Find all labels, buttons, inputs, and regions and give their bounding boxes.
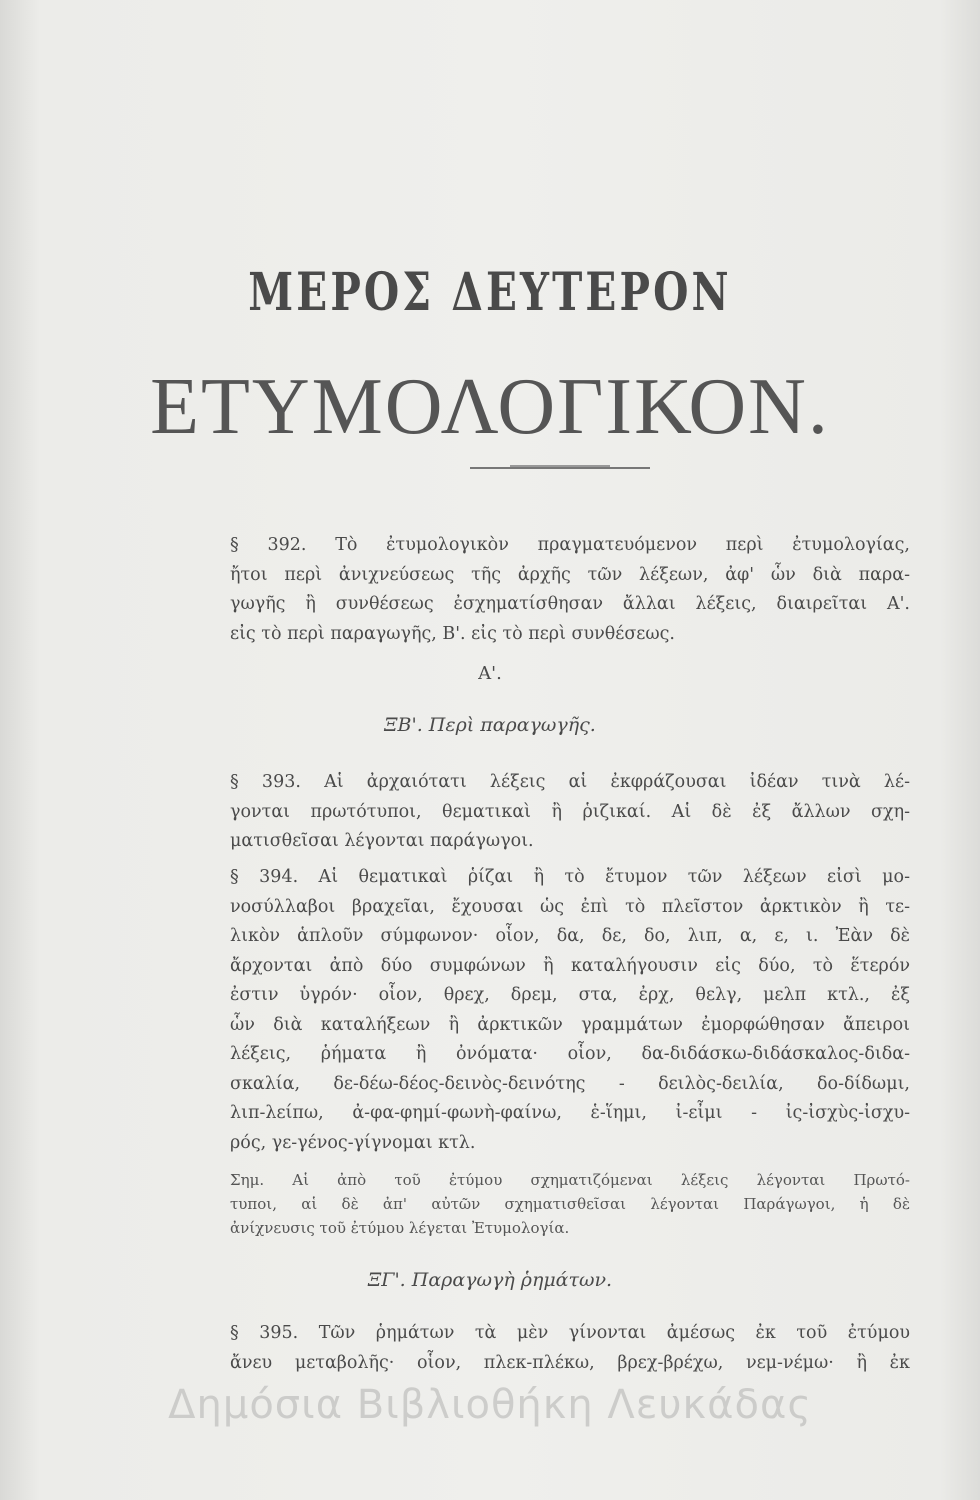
title-rule <box>470 467 650 469</box>
text-line: ἄρχονται ἀπὸ δύο συμφώνων ἢ καταλήγουσιν εἰς δύο, τὸ ἕτερόν <box>230 955 910 976</box>
text-line: λιπ-λείπω, ἀ-φα-φημί-φωνὴ-φαίνω, ἑ-ἵημι, ἰ-εἶμι - ἰς-ἰσχὺς-ἰσχυ- <box>230 1103 910 1123</box>
section-letter: Α'. <box>478 663 502 684</box>
text-line: § 392. Τὸ ἐτυμολογικὸν πραγματευόμενον περὶ ἐτυμολογίας, <box>230 535 910 555</box>
text-line: λικὸν ἁπλοῦν σύμφωνον· οἷον, δα, δε, δο, λιπ, α, ε, ι. Ἐὰν δὲ <box>230 926 910 946</box>
text-line: § 393. Αἱ ἀρχαιότατι λέξεις αἱ ἐκφράζουσαι ἰδέαν τινὰ λέ- <box>230 772 910 792</box>
heading-xg: ΞΓ'. Παραγωγὴ ῥημάτων. <box>367 1269 613 1291</box>
text-line: § 395. Τῶν ῥημάτων τὰ μὲν γίνονται ἀμέσως ἐκ τοῦ ἐτύμου <box>230 1323 910 1343</box>
text-line: ἀνίχνευσις τοῦ ἐτύμου λέγεται Ἐτυμολογία. <box>230 1219 570 1237</box>
text-line: ἄνευ μεταβολῆς· οἷον, πλεκ-πλέκω, βρεχ-βρέχω, νεμ-νέμω· ἢ ἐκ <box>230 1352 910 1373</box>
paragraph-394 <box>230 863 910 1158</box>
text-line: λέξεις, ῥήματα ἢ ὀνόματα· οἷον, δα-διδάσκω-διδάσκαλος-διδα- <box>230 1044 910 1064</box>
text-line: ἐστιν ὑγρόν· οἷον, θρεχ, δρεμ, στα, ἐρχ, θελγ, μελπ κτλ., ἐξ <box>230 985 910 1005</box>
paragraph-393 <box>230 768 910 857</box>
text-line: ὧν διὰ καταλήξεων ἢ ἀρκτικῶν γραμμάτων ἐμορφώθησαν ἄπειροι <box>230 1014 910 1035</box>
text-line: ματισθεῖσαι λέγονται παράγωγοι. <box>230 831 534 851</box>
note-block <box>230 1168 910 1240</box>
text-line: νοσύλλαβοι βραχεῖαι, ἔχουσαι ὡς ἐπὶ τὸ πλεῖστον ἀρκτικὸν ἢ τε- <box>230 896 910 917</box>
paragraph-392 <box>230 531 910 649</box>
text-line: τυποι, αἱ δὲ ἀπ' αὐτῶν σχηματισθεῖσαι λέγονται Παράγωγοι, ἡ δὲ <box>230 1195 910 1213</box>
text-line: γωγῆς ἢ συνθέσεως ἐσχηματίσθησαν ἄλλαι λέξεις, διαιρεῖται Α'. <box>230 594 910 614</box>
main-title: ΕΤΥΜΟΛΟΓΙΚΟΝ. <box>150 363 830 451</box>
text-line: γονται πρωτότυποι, θεματικαὶ ἢ ῥιζικαί. Αἱ δὲ ἐξ ἄλλων σχη- <box>230 801 910 822</box>
text-line: ἤτοι περὶ ἀνιχνεύσεως τῆς ἀρχῆς τῶν λέξεων, ἀφ' ὧν διὰ παρα- <box>230 564 910 585</box>
text-line: § 394. Αἱ θεματικαὶ ῥίζαι ἢ τὸ ἔτυμον τῶν λέξεων εἰσὶ μο- <box>230 867 910 887</box>
text-line: Σημ. Αἱ ἀπὸ τοῦ ἐτύμου σχηματιζόμεναι λέξεις λέγονται Πρωτό- <box>230 1171 910 1189</box>
part-title: ΜΕΡΟΣ ΔΕΥΤΕΡΟΝ <box>248 262 732 323</box>
paragraph-395 <box>230 1319 910 1378</box>
text-line: σκαλία, δε-δέω-δέος-δεινὸς-δεινότης - δειλὸς-δειλία, δο-δίδωμι, <box>230 1073 910 1094</box>
text-line: ρός, γε-γένος-γίγνομαι κτλ. <box>230 1132 476 1153</box>
library-watermark: Δημόσια Βιβλιοθήκη Λευκάδας <box>168 1382 812 1428</box>
text-line: εἰς τὸ περὶ παραγωγῆς, Β'. εἰς τὸ περὶ συνθέσεως. <box>230 623 675 644</box>
heading-xb: ΞΒ'. Περὶ παραγωγῆς. <box>384 714 596 736</box>
